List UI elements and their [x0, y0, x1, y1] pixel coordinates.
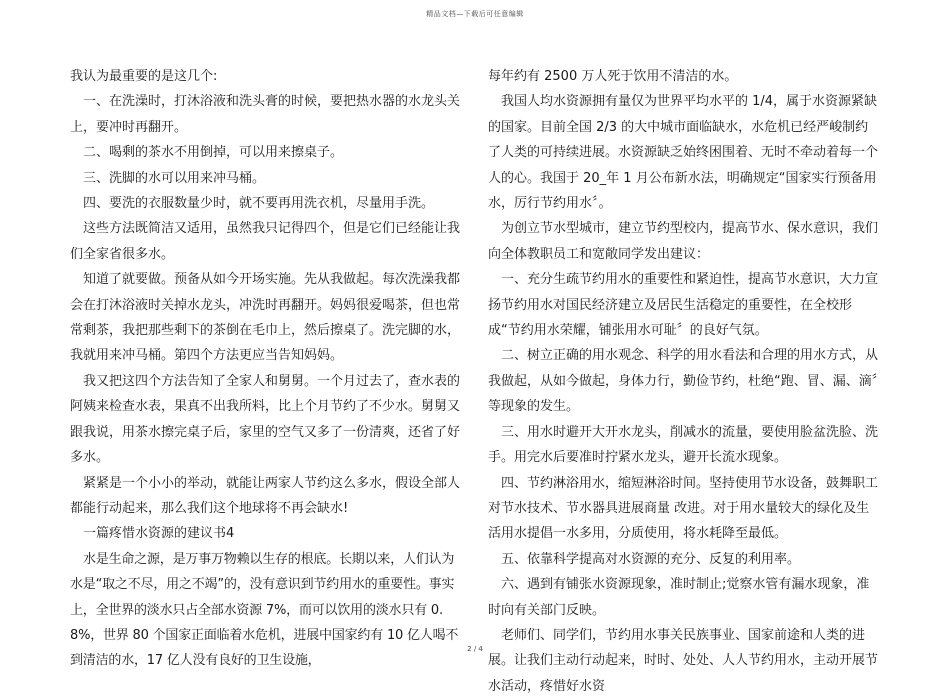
paragraph: 为创立节水型城市，建立节约型校内，提高节水、保水意识，我们向全体教职员工和宽敞同学发出建议：	[488, 221, 879, 262]
paragraph: 我认为最重要的是这几个:	[70, 69, 218, 84]
paragraph: 这些方法既简洁又适用，虽然我只记得四个，但是它们已经能让我们全家省很多水。	[70, 221, 461, 262]
paragraph: 我又把这四个方法告知了全家人和舅舅。一个月过去了，查水表的阿姨来检查水表，果真不出我所料，比上个月节约了不少水。舅舅又跟我说，用茶水擦完桌子后，家里的空气又多了一份清爽，还省了好多水。	[70, 373, 461, 466]
paragraph: 二、树立正确的用水观念、科学的用水看法和合理的用水方式，从我做起，从如今做起，身体力行，勤俭节约，杜绝“跑、冒、漏、滴〞等现象的发生。	[488, 348, 879, 415]
paragraph: 水是生命之源，是万事万物赖以生存的根底。长期以来，人们认为水是“取之不尽，用之不竭”的，没有意识到节约用水的重要性。事实上，全世界的淡水只占全部水资源 7%，而可以饮用的淡水只有 0.8%，世界 80 个国家正面临着水危机，进展中国家约有 10 亿人喝不到清洁的水，17 亿人没有良好的卫生设施，	[70, 551, 459, 669]
paragraph: 老师们、同学们，节约用水事关民族事业、国家前途和人类的进展。让我们主动行动起来，时时、处处、人人节约用水，主动开展节水活动，疼惜好水资	[488, 627, 879, 694]
paragraph: 一、充分生疏节约用水的重要性和紧迫性，提高节水意识，大力宣扬节约用水对国民经济建立及居民生活稳定的重要性，在全校形成“节约用水荣耀，铺张用水可耻〞的良好气氛。	[488, 272, 879, 339]
right-column	[488, 64, 880, 699]
page-header: 精品文档—下载后可任意编辑	[426, 10, 524, 18]
paragraph: 知道了就要做。预备从如今开场实施。先从我做起。每次洗澡我都会在打沐浴液时关掉水龙头，冲洗时再翻开。妈妈很爱喝茶，但也常常剩茶，我把那些剩下的茶倒在毛巾上，然后擦桌了。洗完脚的水，我就用来冲马桶。第四个方法更应当告知妈妈。	[70, 272, 461, 364]
section-heading: 一篇疼惜水资源的建议书4	[83, 526, 235, 542]
paragraph: 二、喝剩的茶水不用倒掉，可以用来擦桌子。	[83, 145, 344, 161]
paragraph: 三、用水时避开大开水龙头，削减水的流量，要使用脸盆洗脸、洗手。用完水后要准时拧紧水龙头，避开长流水现象。	[488, 424, 879, 466]
paragraph: 四、节约淋浴用水，缩短淋浴时间。坚持使用节水设备，鼓舞职工对节水技术、节水器具进展商量 改进。对于用水量较大的绿化及生活用水提倡一水多用，分质使用，将水耗降至最低。	[488, 475, 879, 542]
paragraph: 每年约有 2500 万人死于饮用不清洁的水。	[488, 69, 738, 84]
paragraph: 一、在洗澡时，打沐浴液和洗头膏的时候，要把热水器的水龙头关上，要冲时再翻开。	[70, 94, 461, 135]
paragraph: 四、要洗的衣服数量少时，就不要再用洗衣机，尽量用手洗。	[83, 196, 435, 212]
page-number: 2 / 4	[467, 645, 483, 653]
paragraph: 六、遇到有铺张水资源现象，准时制止;觉察水管有漏水现象，准时向有关部门反映。	[488, 577, 870, 618]
paragraph: 我国人均水资源拥有量仅为世界平均水平的 1/4，属于水资源紧缺的国家。目前全国 2/3 的大中城市面临缺水，水危机已经严峻制约了人类的可持续进展。水资源缺乏始终困围着、无时不牵动着每一个人的心。我国于 20_年 1 月公布新水法，明确规定“国家实行预备用水，厉行节约用水〞。	[488, 94, 879, 212]
paragraph: 五、依靠科学提高对水资源的充分、反复的利用率。	[501, 551, 801, 567]
paragraph: 三、洗脚的水可以用来冲马桶。	[83, 170, 266, 186]
paragraph: 紧紧是一个小小的举动，就能让两家人节约这么多水，假设全部人都能行动起来，那么我们这个地球将不再会缺水!	[70, 475, 461, 516]
left-column	[70, 64, 462, 674]
